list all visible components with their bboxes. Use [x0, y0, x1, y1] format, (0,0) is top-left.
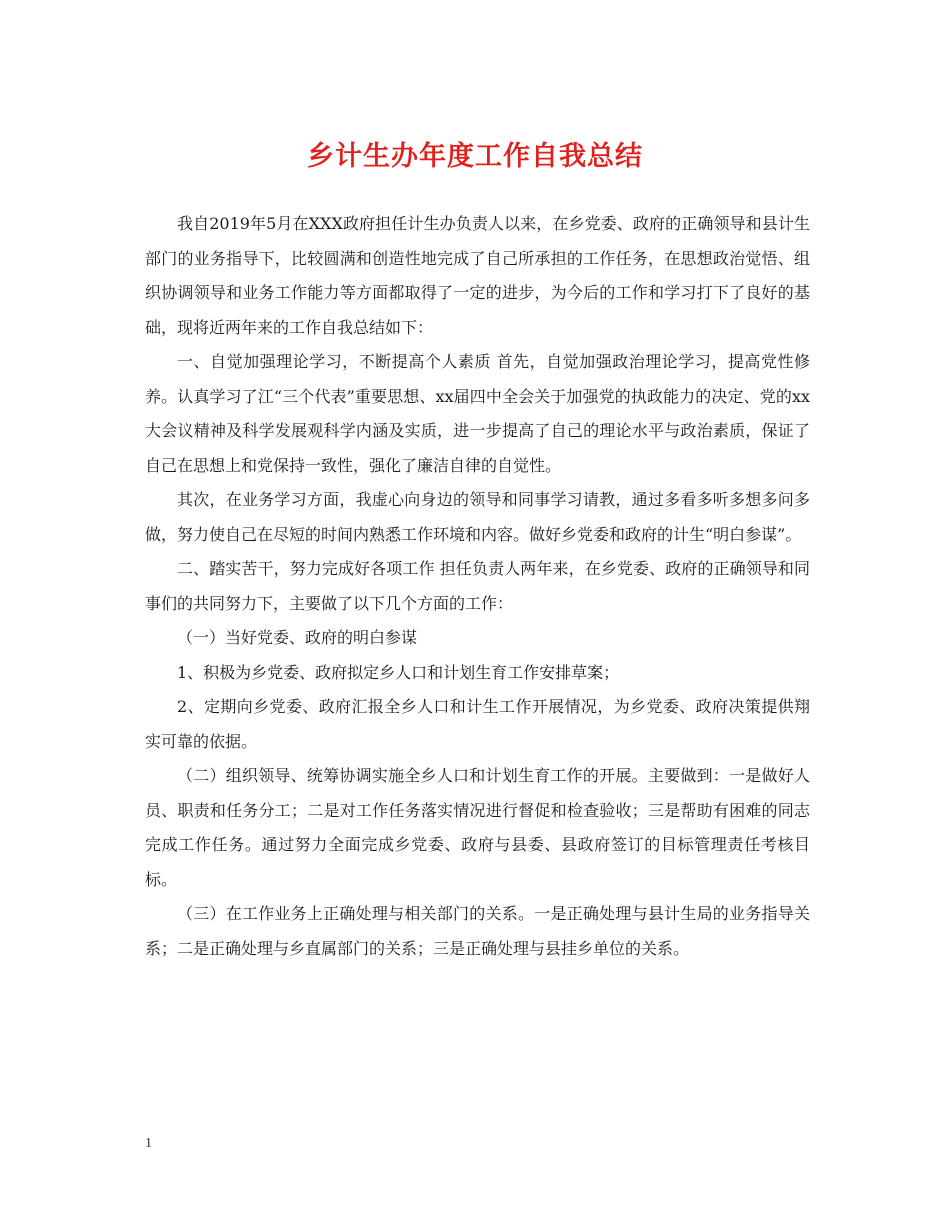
page-number: 1	[145, 1136, 152, 1151]
paragraph-section-1-secondly: 其次，在业务学习方面，我虚心向身边的领导和同事学习请教，通过多看多听多想多问多做，努力使自己在尽短的时间内熟悉工作环境和内容。做好乡党委和政府的计生“明白参谋”。	[145, 490, 810, 544]
paragraph-item-2: 2、定期向乡党委、政府汇报全乡人口和计生工作开展情况，为乡党委、政府决策提供翔实可靠的依据。	[145, 697, 810, 751]
paragraph-intro: 我自2019年5月在XXX政府担任计生办负责人以来，在乡党委、政府的正确领导和县计生部门的业务指导下，比较圆满和创造性地完成了自己所承担的工作任务，在思想政治觉悟、组织协调领导和业务工作能力等方面都取得了一定的进步，为今后的工作和学习打下了良好的基础，现将近两年来的工作自我总结如下：	[145, 214, 810, 337]
paragraph-section-1: 一、自觉加强理论学习，不断提高个人素质 首先，自觉加强政治理论学习，提高党性修养。认真学习了江“三个代表”重要思想、xx届四中全会关于加强党的执政能力的决定、党的xx大会议精神及科学发展观科学内涵及实质，进一步提高了自己的理论水平与政治素质，保证了自己在思想上和党保持一致性，强化了廉洁自律的自觉性。	[145, 352, 810, 475]
paragraph-subsection-2: （二）组织领导、统筹协调实施全乡人口和计划生育工作的开展。主要做到：一是做好人员、职责和任务分工；二是对工作任务落实情况进行督促和检查验收；三是帮助有困难的同志完成工作任务。通过努力全面完成乡党委、政府与县委、县政府签订的目标管理责任考核目标。	[145, 766, 810, 889]
paragraph-item-1: 1、积极为乡党委、政府拟定乡人口和计划生育工作安排草案；	[177, 662, 620, 682]
document-title: 乡计生办年度工作自我总结	[307, 141, 643, 172]
paragraph-subsection-3: （三）在工作业务上正确处理与相关部门的关系。一是正确处理与县计生局的业务指导关系；二是正确处理与乡直属部门的关系；三是正确处理与县挂乡单位的关系。	[145, 904, 810, 958]
document-body	[145, 207, 810, 966]
paragraph-section-2: 二、踏实苦干，努力完成好各项工作 担任负责人两年来，在乡党委、政府的正确领导和同事们的共同努力下，主要做了以下几个方面的工作：	[145, 559, 810, 613]
paragraph-subsection-1: （一）当好党委、政府的明白参谋	[177, 628, 418, 647]
